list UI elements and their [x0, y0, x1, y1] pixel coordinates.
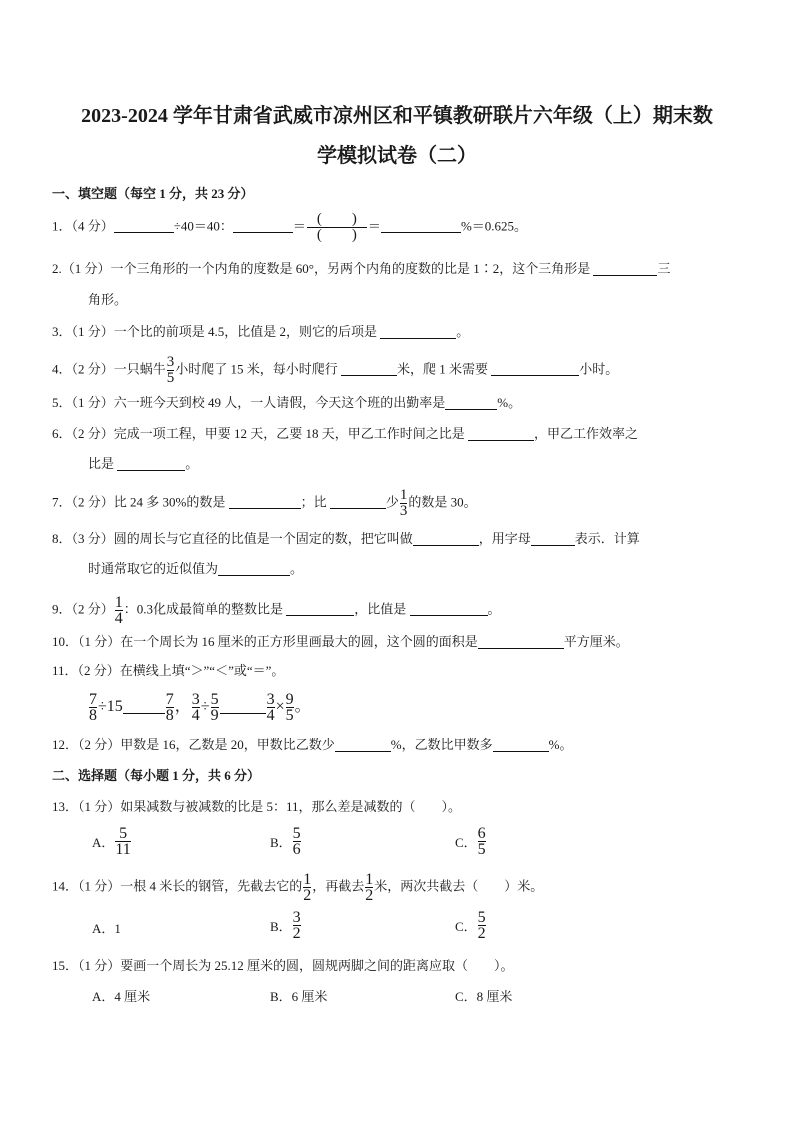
q14-option-b[interactable]: [270, 910, 302, 941]
fraction: [89, 692, 97, 723]
denominator: 5: [285, 707, 294, 724]
q14-option-a[interactable]: [92, 918, 121, 937]
fraction: [478, 910, 486, 941]
q9-text: 。: [487, 601, 501, 617]
q5-text: 5．（1 分）六一班今天到校 49 人，一人请假，今天这个班的出勤率是: [52, 395, 446, 410]
operator: ×: [275, 698, 285, 716]
question-13: 13．（1 分）如果减数与被减数的比是 5：11，那么差是减数的（ ）。: [52, 799, 462, 814]
end-mark: 。: [294, 698, 311, 716]
question-11-expressions: [88, 692, 768, 723]
question-6: [52, 423, 732, 445]
q7-text: 7．（2 分）比 24 多 30%的数是: [52, 494, 226, 510]
q8-text: ，用字母: [478, 531, 531, 546]
denominator: 6: [292, 841, 301, 858]
numerator: 5: [292, 825, 301, 842]
denominator: 4: [266, 707, 275, 724]
answer-blank[interactable]: [330, 494, 386, 509]
q6-text: 。: [185, 456, 199, 471]
q1-prefix: 1．（4 分）: [52, 218, 114, 234]
q6-text: 6．（2 分）完成一项工程，甲要 12 天，乙要 18 天，甲乙工作时间之比是: [52, 426, 465, 441]
q2-text: 三: [657, 261, 671, 276]
question-9: [52, 595, 732, 626]
denominator: 2: [477, 925, 486, 942]
q12-text: %，乙数比甲数多: [390, 737, 493, 752]
fraction: [166, 692, 174, 723]
numerator: 1: [399, 487, 408, 503]
operator: ÷: [200, 698, 210, 716]
question-2-cont: 角形。: [88, 292, 128, 307]
question-7: [52, 488, 732, 519]
exam-title-line1: 2023-2024 学年甘肃省武威市凉州区和平镇教研联片六年级（上）期末数: [81, 105, 713, 127]
fraction: [400, 488, 408, 519]
answer-blank[interactable]: [286, 601, 354, 616]
q15-option-c[interactable]: C．8 厘米: [455, 989, 513, 1004]
denominator: 2: [292, 925, 301, 942]
question-8-cont: [88, 558, 768, 580]
q9-text: ：0.3化成最简单的整数比是: [123, 601, 284, 617]
denominator: 3: [399, 503, 408, 519]
q2-text: 2.（1 分）一个三角形的一个内角的度数是 60°，另两个内角的度数的比是 1∶2，这个三角形是: [52, 261, 591, 276]
answer-blank[interactable]: [493, 737, 549, 752]
q1-text: ＝: [367, 218, 381, 234]
answer-blank[interactable]: [531, 531, 575, 546]
question-14: [52, 872, 732, 903]
q8-text: 时通常取它的近似值为: [88, 561, 219, 576]
answer-blank[interactable]: [445, 395, 497, 410]
question-6-cont: [88, 453, 768, 475]
fraction: [293, 910, 301, 941]
answer-blank[interactable]: [229, 494, 301, 509]
numerator: 5: [477, 909, 486, 926]
q14-text: ，再截去: [312, 878, 365, 894]
q4-text: 小时。: [579, 361, 619, 377]
numerator: 3: [292, 909, 301, 926]
q10-text: 平方厘米。: [563, 634, 629, 649]
denominator: 8: [89, 707, 97, 724]
answer-blank[interactable]: [220, 699, 266, 714]
q14-text: 14．（1 分）一根 4 米长的钢管，先截去它的: [52, 878, 303, 894]
fraction: [365, 872, 373, 903]
q6-text: ，甲乙工作效率之: [534, 426, 639, 441]
answer-blank[interactable]: [410, 601, 488, 616]
q9-text: ，比值是: [354, 601, 407, 617]
fraction: [115, 595, 123, 626]
q7-text: 的数是 30。: [408, 494, 477, 510]
numerator: 3: [191, 691, 200, 708]
option-label: B．: [270, 919, 292, 934]
question-12: [52, 734, 732, 756]
q8-text: 表示．计算: [574, 531, 640, 546]
q14-text: 米，两次共截去（ ）米。: [374, 878, 544, 894]
q15-option-a[interactable]: A．4 厘米: [92, 989, 151, 1004]
denominator: 2: [303, 887, 312, 904]
section-fill-blank: 一、填空题（每空 1 分，共 23 分）: [52, 186, 254, 201]
denominator: 9: [210, 707, 219, 724]
separator: ，: [174, 698, 191, 716]
question-15: 15．（1 分）要画一个周长为 25.12 厘米的圆，圆规两脚之间的距离应取（ ）。: [52, 958, 514, 973]
fraction: [115, 826, 130, 857]
answer-blank[interactable]: [218, 561, 290, 576]
q10-text: 10．（1 分）在一个周长为 16 厘米的正方形里画最大的圆，这个圆的面积是: [52, 634, 478, 649]
q4-text: 米，爬 1 米需要: [397, 361, 489, 377]
answer-blank[interactable]: [123, 699, 165, 714]
q7-text: ；比: [300, 494, 327, 510]
question-5: [52, 392, 732, 414]
q1-text: %＝0.625。: [460, 218, 528, 234]
answer-blank[interactable]: [380, 324, 456, 339]
denominator: 11: [115, 841, 131, 858]
option-label: B．: [270, 835, 292, 850]
answer-blank[interactable]: [233, 218, 293, 233]
numerator: 9: [285, 691, 294, 708]
paren-fraction[interactable]: [307, 212, 367, 243]
numerator: 1: [303, 871, 312, 888]
numerator: 3: [166, 354, 175, 370]
question-11: 11．（2 分）在横线上填“＞”“＜”或“＝”。: [52, 663, 285, 678]
denominator: 4: [114, 610, 123, 627]
fraction: [167, 355, 175, 386]
q1-text: ÷40＝40：: [173, 218, 233, 234]
q13-option-a[interactable]: [92, 826, 132, 857]
question-4: [52, 355, 732, 386]
answer-blank[interactable]: [335, 737, 391, 752]
fraction: [303, 872, 311, 903]
denominator: 8: [165, 707, 174, 724]
answer-blank[interactable]: [341, 361, 397, 376]
denominator: 2: [365, 887, 374, 904]
q4-text: 4．（2 分）一只蜗牛: [52, 361, 166, 377]
fraction: [293, 826, 301, 857]
answer-blank[interactable]: [381, 218, 461, 233]
fraction: [478, 826, 486, 857]
option-label: C．: [455, 835, 477, 850]
q14-option-c[interactable]: [455, 910, 487, 941]
question-1: [52, 212, 732, 243]
numerator: 5: [210, 691, 219, 708]
option-label: C．: [455, 919, 477, 934]
q8-text: 8．（3 分）圆的周长与它直径的比值是一个固定的数，把它叫做: [52, 531, 413, 546]
answer-blank[interactable]: [413, 531, 479, 546]
fraction: [211, 692, 219, 723]
answer-blank[interactable]: [491, 361, 579, 376]
answer-blank[interactable]: [468, 426, 534, 441]
question-8: [52, 528, 732, 550]
fraction: [267, 692, 275, 723]
question-2: [52, 258, 732, 280]
exam-title-line2: 学模拟试卷（二）: [317, 145, 477, 167]
denominator: ( ): [316, 227, 357, 243]
option-label: A．1: [92, 921, 121, 936]
denominator: 5: [477, 841, 486, 858]
section-multiple-choice: 二、选择题（每小题 1 分，共 6 分）: [52, 768, 261, 783]
q15-option-b[interactable]: B．6 厘米: [270, 989, 328, 1004]
q9-text: 9．（2 分）: [52, 601, 114, 617]
numerator: 5: [119, 825, 128, 842]
q12-text: %。: [548, 737, 573, 752]
denominator: 4: [191, 707, 200, 724]
q8-text: 。: [290, 561, 304, 576]
q13-option-b[interactable]: [270, 826, 302, 857]
fraction: [192, 692, 200, 723]
answer-blank[interactable]: [593, 261, 657, 276]
numerator: ( ): [316, 211, 357, 227]
operator: ÷15: [98, 698, 123, 716]
numerator: 1: [114, 594, 123, 611]
q3-text: 3．（1 分）一个比的前项是 4.5，比值是 2，则它的后项是: [52, 324, 378, 339]
numerator: 7: [165, 691, 174, 708]
question-3: [52, 321, 732, 343]
answer-blank[interactable]: [117, 456, 185, 471]
numerator: 7: [89, 691, 97, 708]
q6-text: 比是: [88, 456, 115, 471]
numerator: 6: [477, 825, 486, 842]
q12-text: 12．（2 分）甲数是 16，乙数是 20，甲数比乙数少: [52, 737, 335, 752]
q13-option-c[interactable]: [455, 826, 487, 857]
q7-text: 少: [385, 494, 399, 510]
answer-blank[interactable]: [114, 218, 174, 233]
question-10: [52, 631, 732, 653]
fraction: [286, 692, 294, 723]
numerator: 3: [266, 691, 275, 708]
option-label: A．: [92, 835, 115, 850]
denominator: 5: [166, 370, 175, 386]
q5-text: %。: [497, 395, 522, 410]
q4-text: 小时爬了 15 米，每小时爬行: [175, 361, 338, 377]
answer-blank[interactable]: [478, 634, 564, 649]
numerator: 1: [365, 871, 374, 888]
q3-text: 。: [456, 324, 470, 339]
q1-text: ＝: [292, 218, 306, 234]
